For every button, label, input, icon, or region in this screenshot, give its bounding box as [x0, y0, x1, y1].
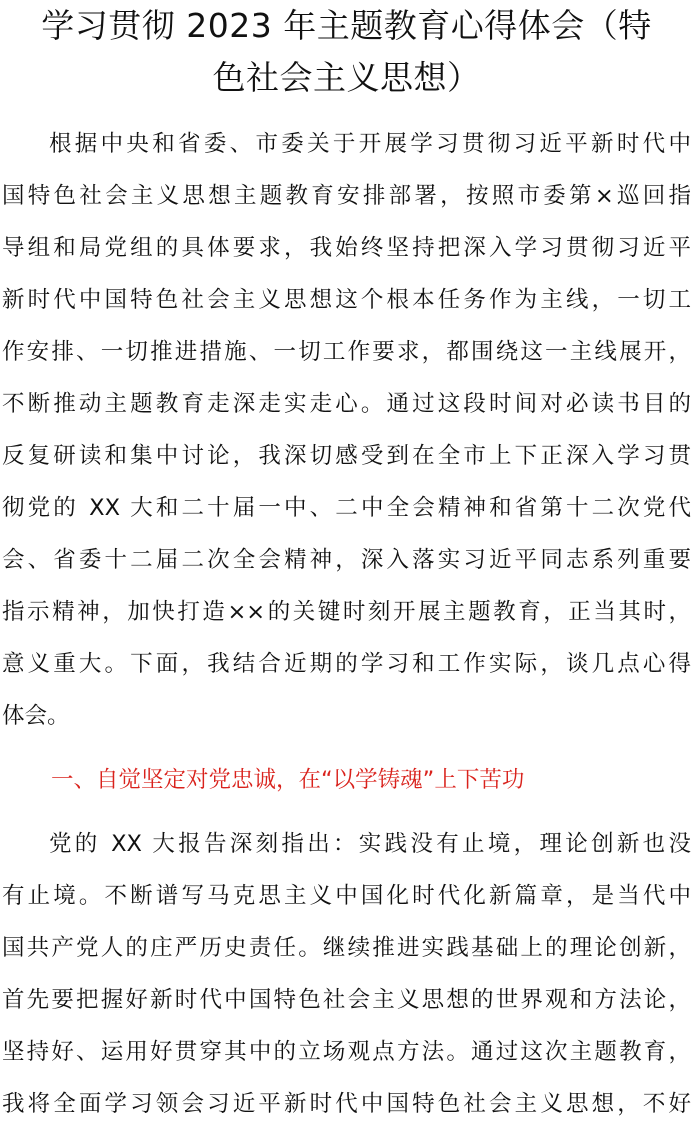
paragraph-intro [0, 118, 693, 742]
paragraph-line: 不断推动主题教育走深走实走心。通过这段时间对必读书目的 [2, 391, 691, 417]
paragraph-line: 指示精神，加快打造××的关键时刻开展主题教育，正当其时， [2, 599, 691, 625]
paragraph-line: 根据中央和省委、市委关于开展学习贯彻习近平新时代中 [49, 131, 691, 157]
paragraph-line: 我将全面学习领会习近平新时代中国特色社会主义思想，不好 [2, 1091, 691, 1117]
title-line-2: 色社会主义思想） [212, 58, 481, 97]
paragraph-line: 国共产党人的庄严历史责任。继续推进实践基础上的理论创新， [2, 935, 691, 961]
paragraph-line: 体会。 [2, 703, 70, 729]
paragraph-line: 有止境。不断谱写马克思主义中国化时代化新篇章，是当代中 [2, 883, 691, 909]
paragraph-line: 导组和局党组的具体要求，我始终坚持把深入学习贯彻习近平 [2, 235, 691, 261]
paragraph-section-1 [0, 818, 693, 1130]
title-line-1: 学习贯彻 2023 年主题教育心得体会（特 [41, 6, 652, 45]
paragraph-line: 首先要把握好新时代中国特色社会主义思想的世界观和方法论， [2, 987, 691, 1013]
paragraph-line: 彻党的 XX 大和二十届一中、二中全会精神和省第十二次党代 [2, 495, 691, 521]
paragraph-line: 会、省委十二届二次全会精神，深入落实习近平同志系列重要 [2, 547, 691, 573]
document-title [0, 0, 693, 104]
paragraph-line: 意义重大。下面，我结合近期的学习和工作实际，谈几点心得 [2, 651, 691, 677]
paragraph-line: 坚持好、运用好贯穿其中的立场观点方法。通过这次主题教育， [2, 1039, 691, 1065]
paragraph-line: 新时代中国特色社会主义思想这个根本任务作为主线，一切工 [2, 287, 691, 313]
paragraph-line: 党的 XX 大报告深刻指出：实践没有止境，理论创新也没 [49, 831, 691, 857]
paragraph-line: 反复研读和集中讨论，我深切感受到在全市上下正深入学习贯 [2, 443, 691, 469]
section-heading: 一、自觉坚定对党忠诚，在“以学铸魂”上下苦功 [51, 767, 525, 793]
paragraph-line: 国特色社会主义思想主题教育安排部署，按照市委第×巡回指 [2, 183, 691, 209]
paragraph-line: 作安排、一切推进措施、一切工作要求，都围绕这一主线展开， [2, 339, 691, 365]
